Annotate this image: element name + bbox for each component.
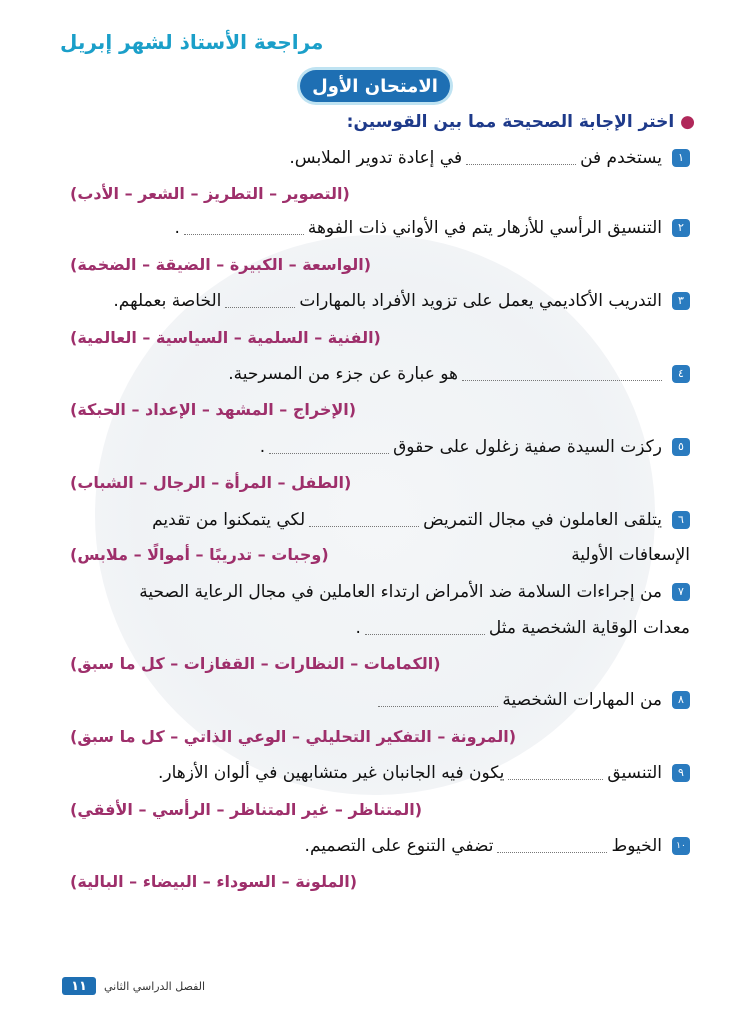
- question-6-options: (وجبات – تدريبًا – أموالًا – ملابس): [70, 545, 329, 564]
- question-number: ٥: [672, 438, 690, 456]
- question-6: [60, 510, 690, 530]
- question-number: ٨: [672, 691, 690, 709]
- question-text-start: يتلقى العاملون في مجال التمريض: [423, 510, 662, 530]
- question-number: ١: [672, 149, 690, 167]
- question-text-start: من المهارات الشخصية: [502, 690, 662, 710]
- question-5: [60, 437, 690, 457]
- question-4-options: (الإخراج – المشهد – الإعداد – الحبكة): [70, 400, 357, 419]
- answer-blank[interactable]: [225, 295, 295, 308]
- question-number: ٤: [672, 365, 690, 383]
- question-text-start: التنسيق الرأسي للأزهار يتم في الأواني ذات الفوهة: [307, 218, 662, 238]
- question-1-options: (التصوير – التطريز – الشعر – الأدب): [70, 184, 350, 203]
- question-text-start: يستخدم فن: [580, 148, 662, 168]
- question-number: ٩: [672, 764, 690, 782]
- question-number: ٦: [672, 511, 690, 529]
- question-3-options: (الفنية – السلمية – السياسية – العالمية): [70, 328, 381, 347]
- bullet-icon: ●: [680, 112, 695, 132]
- question-period: .: [355, 618, 361, 638]
- answer-blank[interactable]: [365, 622, 485, 635]
- question-text-start: التنسيق: [607, 763, 662, 783]
- exam-title-badge: الامتحان الأول: [300, 70, 450, 102]
- question-text-start: التدريب الأكاديمي يعمل على تزويد الأفراد بالمهارات: [299, 291, 662, 311]
- page-number: ١١: [62, 977, 96, 995]
- answer-blank[interactable]: [378, 694, 498, 707]
- question-10: [60, 836, 690, 856]
- answer-blank[interactable]: [309, 514, 419, 527]
- question-9: [60, 763, 690, 783]
- question-7-continued: [60, 618, 690, 638]
- question-text-end: .: [259, 437, 266, 457]
- answer-blank[interactable]: [184, 222, 304, 235]
- answer-blank[interactable]: [508, 767, 603, 780]
- question-number: ١٠: [672, 837, 690, 855]
- question-text-start: الخيوط: [611, 836, 662, 856]
- question-text-end: في إعادة تدوير الملابس.: [289, 148, 463, 168]
- question-text-end: لكي يتمكنوا من تقديم: [152, 510, 306, 530]
- question-8-options: (المرونة – التفكير التحليلي – الوعي الذاتي – كل ما سبق): [70, 727, 517, 746]
- question-7-options: (الكمامات – النظارات – القفازات – كل ما سبق): [70, 654, 441, 673]
- question-9-options: (المتناظر – غير المتناظر – الرأسي – الأفقي): [70, 800, 423, 819]
- question-text-end: هو عبارة عن جزء من المسرحية.: [228, 364, 458, 384]
- question-text-end: .: [174, 218, 180, 238]
- answer-blank[interactable]: [497, 840, 607, 853]
- question-3: [60, 291, 690, 311]
- page-header-title: مراجعة الأستاذ لشهر إبريل: [60, 30, 324, 54]
- question-text-end: يكون فيه الجانبان غير متشابهين في ألوان الأزهار.: [158, 763, 505, 783]
- question-5-options: (الطفل – المرأة – الرجال – الشباب): [70, 473, 352, 492]
- question-text-line2: معدات الوقاية الشخصية مثل: [488, 618, 690, 638]
- question-2: [60, 218, 690, 238]
- question-10-options: (الملونة – السوداء – البيضاء – البالية): [70, 872, 357, 891]
- question-text-end: الخاصة بعملهم.: [113, 291, 222, 311]
- answer-blank[interactable]: [466, 152, 576, 165]
- answer-blank[interactable]: [462, 368, 662, 381]
- question-number: ٣: [672, 292, 690, 310]
- question-2-options: (الواسعة – الكبيرة – الضيقة – الضخمة): [70, 255, 372, 274]
- question-number: ٢: [672, 219, 690, 237]
- question-4: [60, 364, 690, 384]
- question-text-start: من إجراءات السلامة ضد الأمراض ارتداء العاملين في مجال الرعاية الصحية: [139, 582, 662, 602]
- question-number: ٧: [672, 583, 690, 601]
- instruction-text: اختر الإجابة الصحيحة مما بين القوسين:: [346, 112, 675, 132]
- page-footer: [62, 975, 252, 997]
- question-6-continued: الإسعافات الأولية: [571, 545, 690, 565]
- answer-blank[interactable]: [269, 441, 389, 454]
- instruction: [347, 112, 695, 132]
- question-text-end: تضفي التنوع على التصميم.: [304, 836, 494, 856]
- question-7: [60, 582, 690, 602]
- question-1: [60, 148, 690, 168]
- question-8: [60, 690, 690, 710]
- footer-label: الفصل الدراسي الثاني: [104, 979, 206, 993]
- question-text-start: ركزت السيدة صفية زغلول على حقوق: [393, 437, 662, 457]
